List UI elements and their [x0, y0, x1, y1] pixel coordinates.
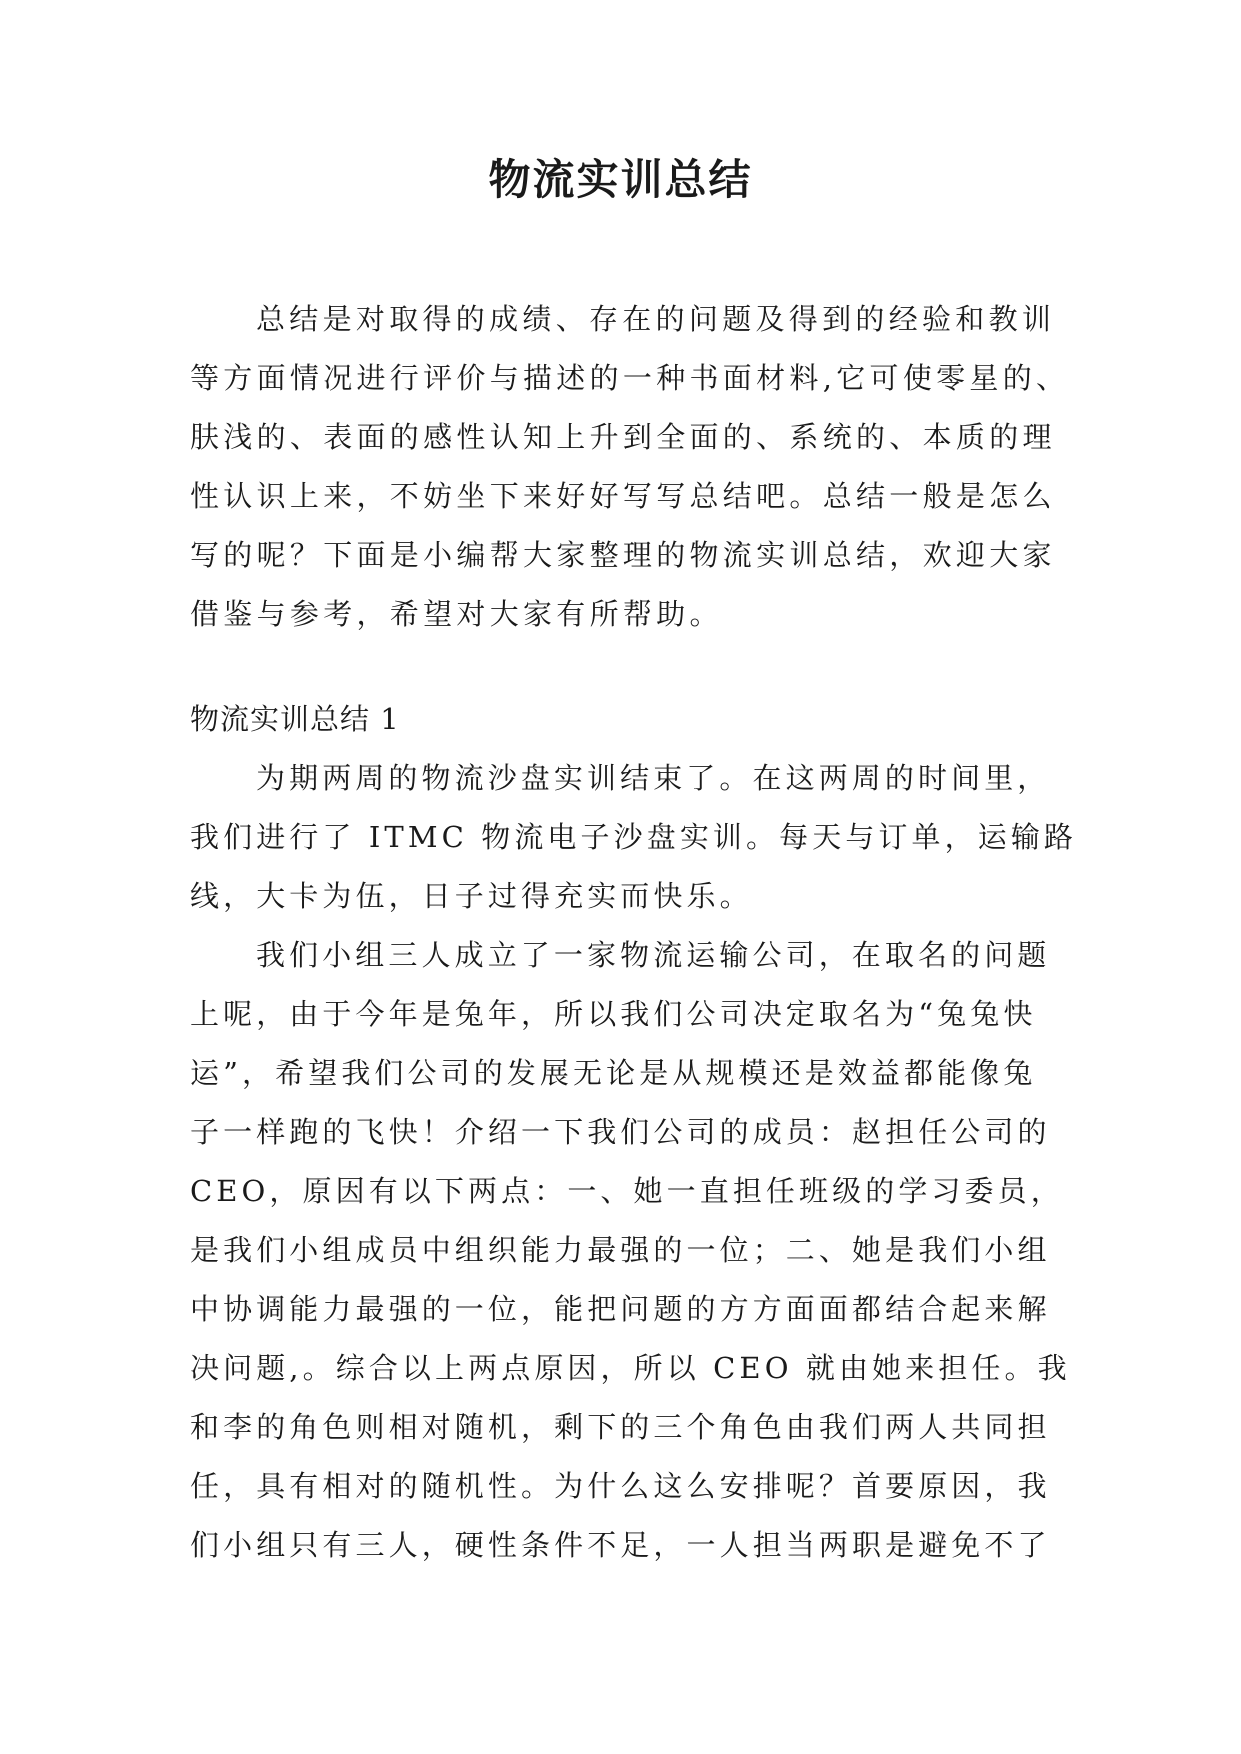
paragraph-line: 为期两周的物流沙盘实训结束了。在这两周的时间里，	[256, 761, 1051, 795]
intro-paragraph	[190, 290, 1070, 644]
intro-line: 性认识上来，不妨坐下来好好写写总结吧。总结一般是怎么	[190, 479, 1056, 513]
paragraph-2	[190, 926, 1071, 1575]
paragraph-1	[190, 749, 1078, 926]
intro-line: 肤浅的、表面的感性认知上升到全面的、系统的、本质的理	[190, 420, 1056, 454]
intro-line: 借鉴与参考，希望对大家有所帮助。	[190, 597, 723, 631]
paragraph-line: 任，具有相对的随机性。为什么这么安排呢？首要原因，我	[190, 1469, 1051, 1503]
paragraph-line: 子一样跑的飞快！介绍一下我们公司的成员：赵担任公司的	[190, 1115, 1051, 1149]
paragraph-line: 我们小组三人成立了一家物流运输公司，在取名的问题	[256, 938, 1051, 972]
paragraph-line: 上呢，由于今年是兔年，所以我们公司决定取名为“兔兔快	[190, 997, 1037, 1031]
intro-line: 等方面情况进行评价与描述的一种书面材料,它可使零星的、	[190, 361, 1070, 395]
paragraph-line: 线，大卡为伍，日子过得充实而快乐。	[190, 879, 753, 913]
paragraph-line: 中协调能力最强的一位，能把问题的方方面面都结合起来解	[190, 1292, 1051, 1326]
intro-line: 总结是对取得的成绩、存在的问题及得到的经验和教训	[256, 302, 1056, 336]
section-heading: 物流实训总结 1	[190, 702, 400, 736]
paragraph-line: 和李的角色则相对随机，剩下的三个角色由我们两人共同担	[190, 1410, 1051, 1444]
paragraph-line: 运”，希望我们公司的发展无论是从规模还是效益都能像兔	[190, 1056, 1037, 1090]
paragraph-line: CEO，原因有以下两点：一、她一直担任班级的学习委员，	[190, 1174, 1064, 1208]
document-body	[190, 290, 1078, 1575]
paragraph-line: 是我们小组成员中组织能力最强的一位；二、她是我们小组	[190, 1233, 1051, 1267]
paragraph-line: 决问题,。综合以上两点原因，所以 CEO 就由她来担任。我	[190, 1351, 1071, 1385]
intro-line: 写的呢？下面是小编帮大家整理的物流实训总结，欢迎大家	[190, 538, 1056, 572]
paragraph-line: 们小组只有三人，硬性条件不足，一人担当两职是避免不了	[190, 1528, 1051, 1562]
paragraph-line: 我们进行了 ITMC 物流电子沙盘实训。每天与订单，运输路	[190, 820, 1078, 854]
document-title: 物流实训总结	[488, 155, 753, 204]
